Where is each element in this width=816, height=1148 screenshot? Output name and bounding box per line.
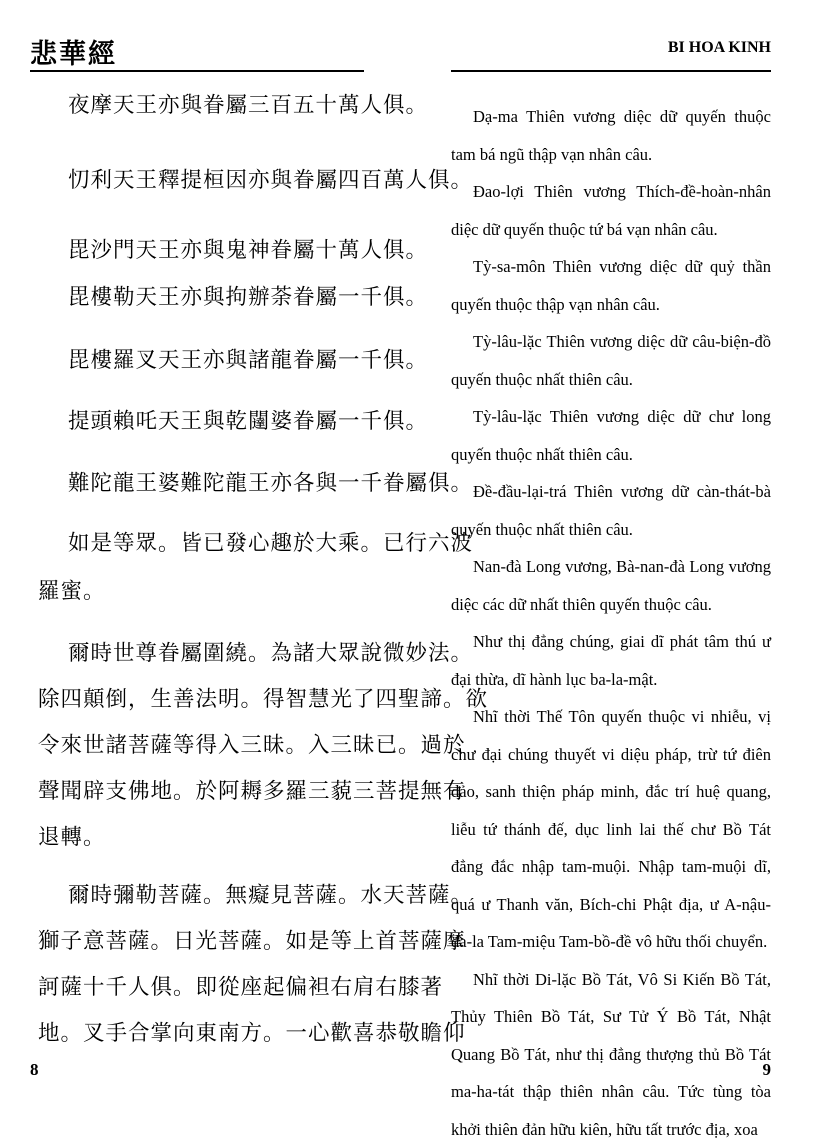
vn-paragraph: Nan-đà Long vương, Bà-nan-đà Long vương diệc các dữ nhất thiên quyến thuộc câu. [451, 548, 771, 623]
cn-line: 訶薩十千人俱。即從座起偏袒右肩右膝著 [38, 974, 443, 1002]
left-page-number: 8 [30, 1060, 39, 1080]
cn-line: 地。叉手合掌向東南方。一心歡喜恭敬瞻仰 [38, 1020, 466, 1048]
cn-line: 難陀龍王婆難陀龍王亦各與一千眷屬俱。 [68, 470, 473, 498]
right-header-title: BI HOA KINH [668, 39, 771, 57]
right-page [408, 0, 816, 1123]
left-page [0, 0, 408, 1123]
cn-line: 爾時世尊眷屬圍繞。為諸大眾說微妙法。 [68, 640, 473, 668]
cn-line: 毘樓羅叉天王亦與諸龍眷屬一千俱。 [68, 347, 428, 375]
cn-line: 爾時彌勒菩薩。無癡見菩薩。水天菩薩。 [68, 882, 473, 910]
vn-paragraph: Đao-lợi Thiên vương Thích-đề-hoàn-nhân diệc dữ quyến thuộc tứ bá vạn nhân câu. [451, 173, 771, 248]
left-header [30, 28, 364, 72]
vietnamese-text-body [451, 98, 771, 1148]
vn-paragraph: Tỳ-lâu-lặc Thiên vương diệc dữ câu-biện-đồ quyến thuộc nhất thiên câu. [451, 323, 771, 398]
cn-line: 退轉。 [38, 824, 106, 852]
right-page-number: 9 [763, 1060, 772, 1080]
cn-line: 除四顛倒，生善法明。得智慧光了四聖諦。欲 [38, 686, 488, 714]
vn-paragraph: Đề-đầu-lại-trá Thiên vương dữ càn-thát-bà quyến thuộc nhất thiên câu. [451, 473, 771, 548]
cn-line: 獅子意菩薩。日光菩薩。如是等上首菩薩摩 [38, 928, 466, 956]
vn-paragraph: Nhĩ thời Thế Tôn quyến thuộc vi nhiễu, vị chư đại chúng thuyết vi diệu pháp, trừ tứ điên đảo, sanh thiện pháp minh, đắc trí huệ quang, liễu tứ thánh đế, dục linh lai thế chư Bồ Tát đẳng đắc nhập tam-muội. Nhập tam-muội dĩ, quá ư Thanh văn, Bích-chi Phật địa, ư A-nậu-đa-la Tam-miệu Tam-bồ-đề vô hữu thối chuyển. [451, 698, 771, 961]
vn-paragraph: Như thị đẳng chúng, giai dĩ phát tâm thú ư đại thừa, dĩ hành lục ba-la-mật. [451, 623, 771, 698]
vn-paragraph: Dạ-ma Thiên vương diệc dữ quyến thuộc tam bá ngũ thập vạn nhân câu. [451, 98, 771, 173]
cn-line: 聲聞辟支佛地。於阿耨多羅三藐三菩提無有 [38, 778, 466, 806]
cn-line: 羅蜜。 [38, 578, 106, 606]
left-header-title: 悲華經 [30, 32, 117, 71]
cn-line: 毘樓勒天王亦與拘辦荼眷屬一千俱。 [68, 284, 428, 312]
cn-line: 令來世諸菩薩等得入三昧。入三昧已。過於 [38, 732, 466, 760]
cn-line: 夜摩天王亦與眷屬三百五十萬人俱。 [68, 92, 428, 120]
vn-paragraph: Tỳ-lâu-lặc Thiên vương diệc dữ chư long quyến thuộc nhất thiên câu. [451, 398, 771, 473]
right-header [451, 28, 771, 72]
cn-line: 如是等眾。皆已發心趣於大乘。已行六波 [68, 530, 473, 558]
vn-paragraph: Nhĩ thời Di-lặc Bồ Tát, Vô Si Kiến Bồ Tát, Thủy Thiên Bồ Tát, Sư Tử Ý Bồ Tát, Nhật Quang Bồ Tát, như thị đẳng thượng thủ Bồ Tát ma-ha-tát thập thiên nhân câu. Tức tùng tòa khởi thiên đản hữu kiên, hữu tất trước địa, xoa [451, 961, 771, 1148]
cn-line: 毘沙門天王亦與鬼神眷屬十萬人俱。 [68, 237, 428, 265]
vn-paragraph: Tỳ-sa-môn Thiên vương diệc dữ quỷ thần quyến thuộc thập vạn nhân câu. [451, 248, 771, 323]
cn-line: 忉利天王釋提桓因亦與眷屬四百萬人俱。 [68, 167, 473, 195]
cn-line: 提頭賴吒天王與乾闥婆眷屬一千俱。 [68, 408, 428, 436]
